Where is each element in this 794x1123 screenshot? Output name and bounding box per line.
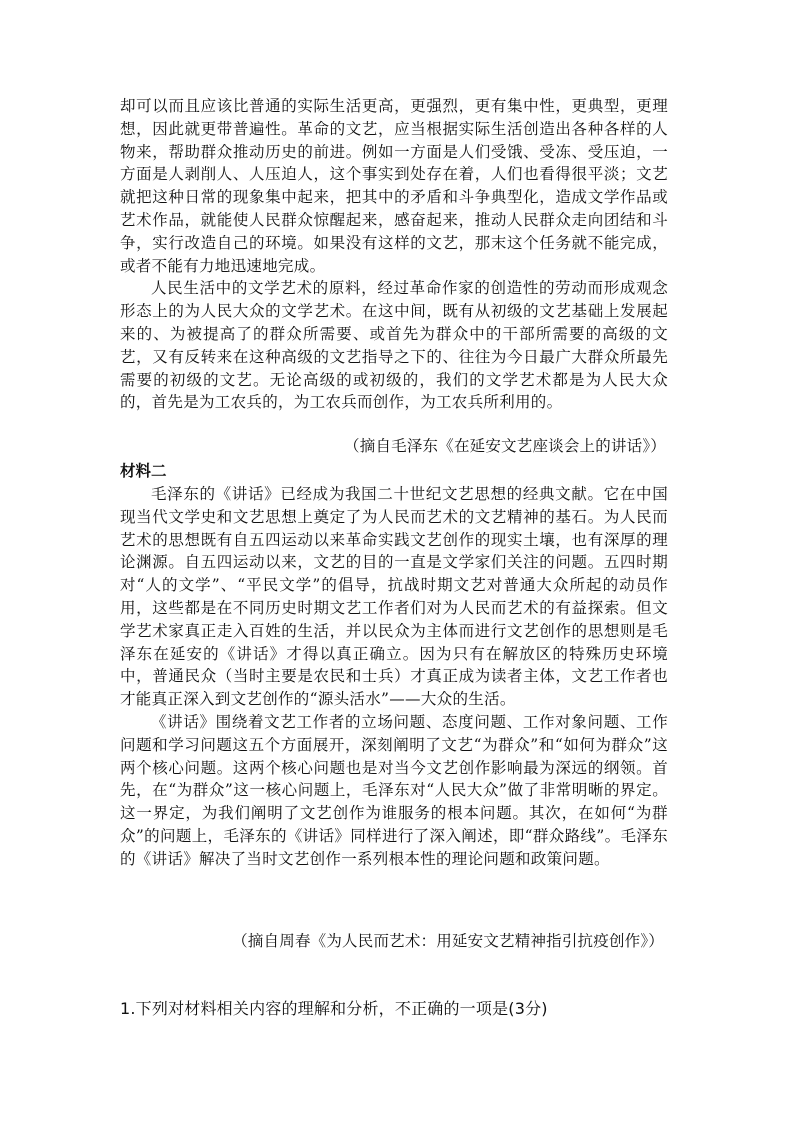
- material-two-paragraph-1: 毛泽东的《讲话》已经成为我国二十世纪文艺思想的经典文献。它在中国现当代文学史和文艺思想上奠定了为人民而艺术的文艺精神的基石。为人民而艺术的思想既有自五四运动以来革命实践文艺创作的现实土壤，也有深厚的理论渊源。自五四运动以来，文艺的目的一直是文学家们关注的问题。五四时期对“人的文学”、“平民文学”的倡导，抗战时期文艺对普通大众所起的动员作用，这些都是在不同历史时期文艺工作者们对为人民而艺术的有益探索。但文学艺术家真正走入百姓的生活，并以民众为主体而进行文艺创作的思想则是毛泽东在延安的《讲话》才得以真正确立。因为只有在解放区的特殊历史环境中，普通民众（当时主要是农民和士兵）才真正成为读者主体，文艺工作者也才能真正深入到文艺创作的“源头活水”——大众的生活。: [120, 485, 668, 709]
- question-1: 1.下列对材料相关内容的理解和分析，不正确的一项是(3分): [120, 999, 548, 1018]
- material-two-body: [120, 483, 668, 871]
- material-two-heading: 材料二: [120, 462, 167, 480]
- material-two-source: （摘自周春《为人民而艺术：用延安文艺精神指引抗疫创作》）: [232, 932, 664, 950]
- material-two-paragraph-2: 《讲话》围绕着文艺工作者的立场问题、态度问题、工作对象问题、工作问题和学习问题这五个方面展开，深刻阐明了文艺“为群众”和“如何为群众”这两个核心问题。这两个核心问题也是对当今文艺创作影响最为深远的纲领。首先，在“为群众”这一核心问题上，毛泽东对“人民大众”做了非常明晰的界定。这一界定，为我们阐明了文艺创作为谁服务的根本问题。其次，在如何“为群众”的问题上，毛泽东的《讲话》同样进行了深入阐述，即“群众路线”。毛泽东的《讲话》解决了当时文艺创作一系列根本性的理论问题和政策问题。: [120, 712, 668, 868]
- material-one-source: （摘自毛泽东《在延安文艺座谈会上的讲话》）: [344, 437, 666, 455]
- material-one-paragraph-1: 却可以而且应该比普通的实际生活更高，更强烈，更有集中性，更典型，更理想，因此就更带普遍性。革命的文艺，应当根据实际生活创造出各种各样的人物来，帮助群众推动历史的前进。例如一方面是人们受饿、受冻、受压迫，一方面是人剥削人、人压迫人，这个事实到处存在着，人们也看得很平淡；文艺就把这种日常的现象集中起来，把其中的矛盾和斗争典型化，造成文学作品或艺术作品，就能使人民群众惊醒起来，感奋起来，推动人民群众走向团结和斗争，实行改造自己的环境。如果没有这样的文艺，那末这个任务就不能完成，或者不能有力地迅速地完成。: [120, 97, 668, 275]
- material-one-paragraph-2: 人民生活中的文学艺术的原料，经过革命作家的创造性的劳动而形成观念形态上的为人民大众的文学艺术。在这中间，既有从初级的文艺基础上发展起来的、为被提高了的群众所需要、或首先为群众中的干部所需要的高级的文艺，又有反转来在这种高级的文艺指导之下的、往往为今日最广大群众所最先需要的初级的文艺。无论高级的或初级的，我们的文学艺术都是为人民大众的，首先是为工农兵的，为工农兵而创作，为工农兵所利用的。: [120, 279, 668, 412]
- material-one-body: [120, 95, 668, 414]
